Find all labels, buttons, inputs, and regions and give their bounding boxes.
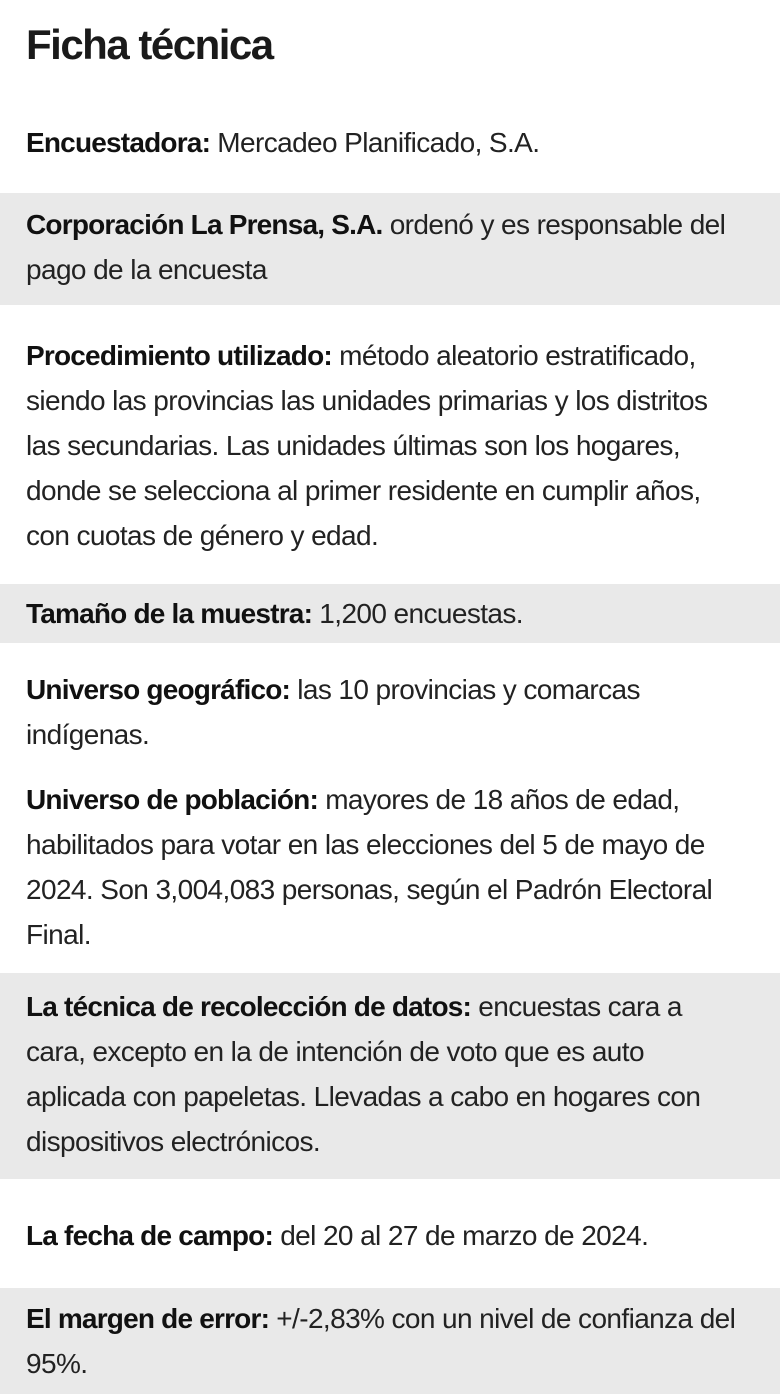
- section-corporacion: [0, 193, 780, 305]
- section-text: +/-2,83% con un nivel de confianza del 95%.: [26, 1303, 736, 1380]
- section-fecha-campo: [0, 1213, 780, 1258]
- page-title: Ficha técnica: [26, 21, 273, 68]
- section-label: Tamaño de la muestra:: [26, 598, 313, 630]
- section-text: las 10 provincias y comarcas indígenas.: [26, 674, 640, 751]
- section-label: Procedimiento utilizado:: [26, 340, 332, 372]
- section-text: 1,200 encuestas.: [319, 598, 523, 630]
- section-procedimiento: [0, 333, 780, 558]
- section-universo-poblacion: [0, 777, 780, 957]
- section-text: mayores de 18 años de edad, habilitados para votar en las elecciones del 5 de mayo de 2024. Son 3,004,083 personas, según el Padrón Electoral Final.: [26, 784, 713, 951]
- section-tecnica-recoleccion: [0, 973, 780, 1179]
- section-label: Corporación La Prensa, S.A.: [26, 209, 383, 241]
- section-margen-error: [0, 1288, 780, 1394]
- section-label: Universo de población:: [26, 784, 318, 816]
- section-text: encuestas cara a cara, excepto en la de intención de voto que es auto aplicada con papeletas. Llevadas a cabo en hogares con dispositivos electrónicos.: [26, 991, 701, 1158]
- section-text: método aleatorio estratificado, siendo las provincias las unidades primarias y los distritos las secundarias. Las unidades últimas son los hogares, donde se selecciona al primer residente en cumplir años, con cuotas de género y edad.: [26, 340, 708, 552]
- section-text: del 20 al 27 de marzo de 2024.: [280, 1220, 649, 1252]
- section-text: Mercadeo Planificado, S.A.: [217, 127, 540, 159]
- section-label: La fecha de campo:: [26, 1220, 274, 1252]
- section-encuestadora: [0, 120, 780, 165]
- section-label: El margen de error:: [26, 1303, 270, 1335]
- section-tamano-muestra: [0, 584, 780, 643]
- section-label: Encuestadora:: [26, 127, 211, 159]
- section-text: ordenó y es responsable del pago de la encuesta: [26, 209, 726, 286]
- section-label: Universo geográfico:: [26, 674, 291, 706]
- section-universo-geografico: [0, 667, 780, 757]
- section-label: La técnica de recolección de datos:: [26, 991, 472, 1023]
